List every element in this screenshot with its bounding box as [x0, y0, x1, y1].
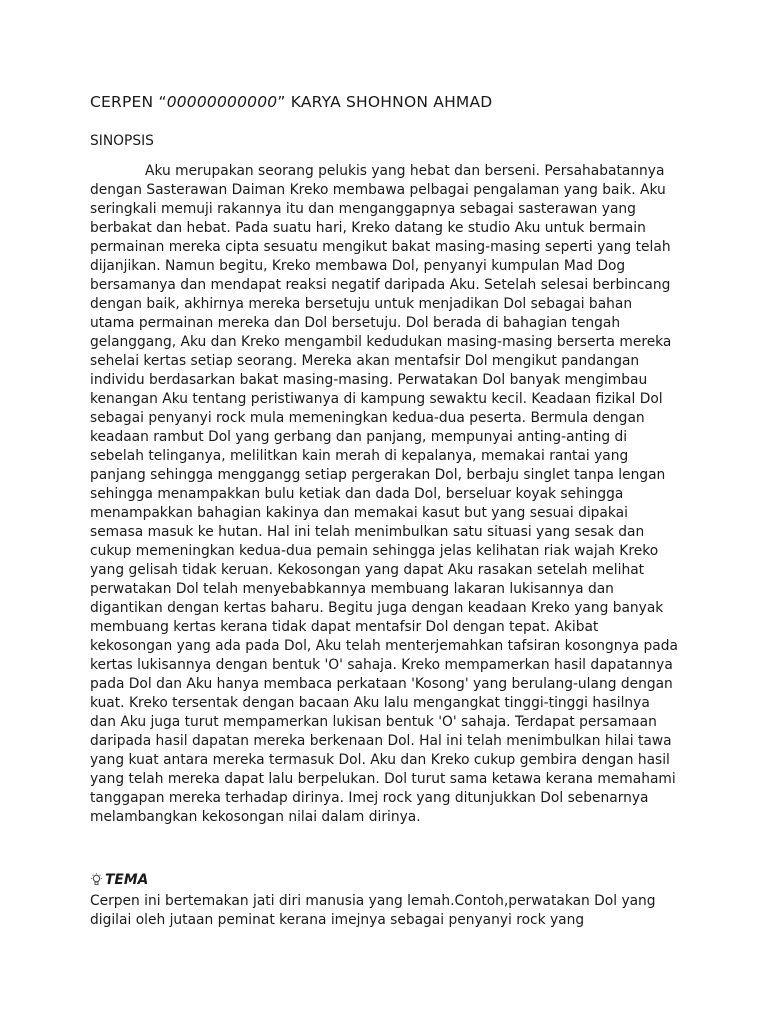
- synopsis-heading: SINOPSIS: [90, 133, 154, 149]
- title-prefix: CERPEN “: [90, 93, 167, 111]
- lightbulb-icon: [90, 873, 103, 887]
- synopsis-paragraph: Aku merupakan seorang pelukis yang hebat dan berseni. Persahabatannya dengan Sasterawan Daiman Kreko membawa pelbagai pengalaman yang baik. Aku seringkali memuji rakannya itu dan menganggapnya sebagai sasterawan yang berbakat dan hebat. Pada suatu hari, Kreko datang ke studio Aku untuk bermain permainan mereka cipta sesuatu mengikut bakat masing-masing seperti yang telah dijanjikan. Namun begitu, Kreko membawa Dol, penyanyi kumpulan Mad Dog bersamanya dan mendapat reaksi negatif daripada Aku. Setelah selesai berbincang dengan baik, akhirnya mereka bersetuju untuk menjadikan Dol sebagai bahan utama permainan mereka dan Dol bersetuju. Dol berada di bahagian tengah gelanggang, Aku dan Kreko mengambil kedudukan masing-masing berserta mereka sehelai kertas setiap seorang. Mereka akan mentafsir Dol mengikut pandangan individu berdasarkan bakat masing-masing. Perwatakan Dol banyak mengimbau kenangan Aku tentang peristiwanya di kampung sewaktu kecil. Keadaan fizikal Dol sebagai penyanyi rock mula memeningkan kedua-dua peserta. Bermula dengan keadaan rambut Dol yang gerbang dan panjang, mempunyai anting-anting di sebelah telinganya, melilitkan kain merah di kepalanya, memakai rantai yang panjang sehingga menggangg setiap pergerakan Dol, berbaju singlet tanpa lengan sehingga menampakkan bulu ketiak dan dada Dol, berseluar koyak sehingga menampakkan bahagian kakinya dan memakai kasut but yang sesuai dipakai semasa masuk ke hutan. Hal ini telah menimbulkan satu situasi yang sesak dan cukup memeningkan kedua-dua pemain sehingga jelas kelihatan riak wajah Kreko yang gelisah tidak keruan. Kekosongan yang dapat Aku rasakan setelah melihat perwatakan Dol telah menyebabkannya membuang lakaran lukisannya dan digantikan dengan kertas baharu. Begitu juga dengan keadaan Kreko yang banyak membuang kertas kerana tidak dapat mentafsir Dol dengan tepat. Akibat kekosongan yang ada pada Dol, Aku telah menterjemahkan tafsiran kosongnya pada kertas lukisannya dengan bentuk 'O' sahaja. Kreko mempamerkan hasil dapatannya pada Dol dan Aku hanya membaca perkataan 'Kosong' yang berulang-ulang dengan kuat. Kreko tersentak dengan bacaan Aku lalu mengangkat tinggi-tinggi hasilnya dan Aku juga turut mempamerkan lukisan bentuk 'O' sahaja. Terdapat persamaan daripada hasil dapatan mereka berkenaan Dol. Hal ini telah menimbulkan hilai tawa yang kuat antara mereka termasuk Dol. Aku dan Kreko cukup gembira dengan hasil yang telah mereka dapat lalu berpelukan. Dol turut sama ketawa kerana memahami tanggapan mereka terhadap dirinya. Imej rock yang ditunjukkan Dol sebenarnya melambangkan kekosongan nilai dalam dirinya.: [90, 163, 678, 825]
- title-italic: 00000000000: [166, 93, 278, 111]
- document-title: [90, 93, 492, 111]
- title-suffix: ” KARYA SHOHNON AHMAD: [277, 93, 493, 111]
- tema-heading-label: TEMA: [105, 872, 149, 888]
- tema-paragraph: Cerpen ini bertemakan jati diri manusia yang lemah.Contoh,perwatakan Dol yang digilai oleh jutaan peminat kerana imejnya sebagai penyanyi rock yang: [90, 893, 656, 928]
- tema-heading: [90, 872, 148, 888]
